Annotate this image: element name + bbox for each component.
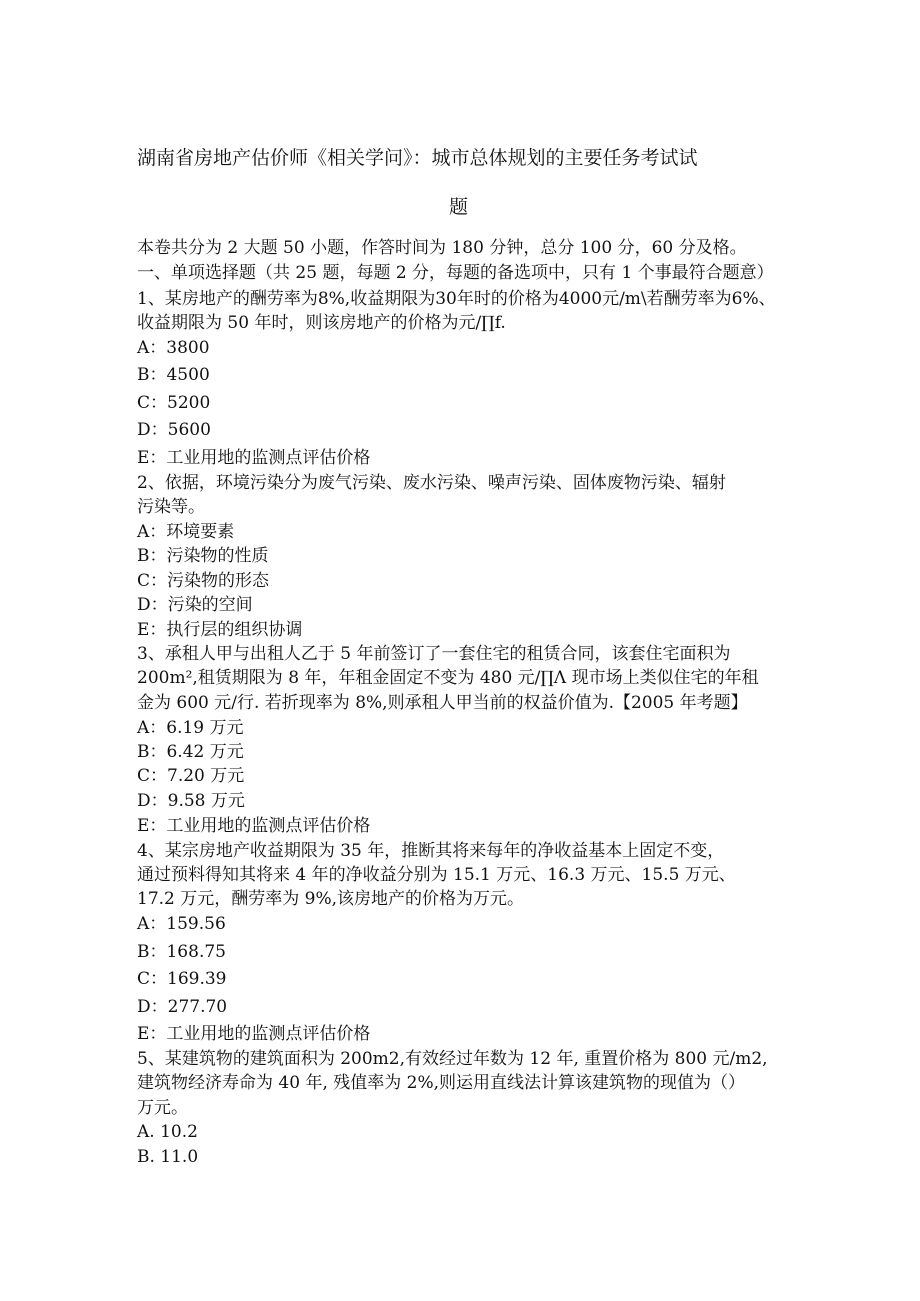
question-4-stem-line-3: 17.2 万元，酬劳率为 9%,该房地产的价格为万元。 xyxy=(137,889,525,909)
question-1-option-c: C：5200 xyxy=(137,393,211,413)
exam-intro: 本卷共分为 2 大题 50 小题，作答时间为 180 分钟，总分 100 分，60 分及格。 xyxy=(137,238,747,258)
question-2-option-c: C：污染物的形态 xyxy=(137,571,270,591)
question-4-option-b: B：168.75 xyxy=(137,942,226,962)
question-3-option-d: D：9.58 万元 xyxy=(137,791,245,811)
question-3-stem-line-3: 金为 600 元/行. 若折现率为 8%,则承租人甲当前的权益价值为.【2005 年考题】 xyxy=(137,693,748,713)
question-2-stem-line-2: 污染等。 xyxy=(137,497,205,517)
question-1-option-a: A：3800 xyxy=(137,338,210,358)
document-title-line-1: 湖南省房地产估价师《相关学问》：城市总体规划的主要任务考试试 xyxy=(137,147,698,169)
question-2-option-d: D：污染的空间 xyxy=(137,595,253,615)
question-5-stem-line-2: 建筑物经济寿命为 40 年, 残值率为 2%,则运用直线法计算该建筑物的现值为（） xyxy=(137,1073,746,1093)
question-5-stem-line-3: 万元。 xyxy=(137,1098,188,1118)
question-3-option-b: B：6.42 万元 xyxy=(137,742,244,762)
section-heading: 一、单项选择题（共 25 题，每题 2 分，每题的备选项中，只有 1 个事最符合题意） xyxy=(137,263,774,283)
question-4-option-e: E：工业用地的监测点评估价格 xyxy=(137,1024,371,1044)
question-4-option-d: D：277.70 xyxy=(137,997,228,1017)
question-2-stem-line-1: 2、依据，环境污染分为废气污染、废水污染、噪声污染、固体废物污染、辐射 xyxy=(137,473,726,493)
question-3-stem-line-1: 3、承租人甲与出租人乙于 5 年前签订了一套住宅的租赁合同，该套住宅面积为 xyxy=(137,644,731,664)
question-1-option-b: B：4500 xyxy=(137,365,210,385)
document-title-line-2: 题 xyxy=(449,196,469,218)
question-1-stem-line-1: 1、某房地产的酬劳率为8%,收益期限为30年时的价格为4000元∕m\若酬劳率为6%、 xyxy=(137,289,776,309)
question-1-stem-line-2: 收益期限为 50 年时，则该房地产的价格为元∕∏f. xyxy=(137,313,506,333)
question-1-option-d: D：5600 xyxy=(137,420,211,440)
question-3-option-a: A：6.19 万元 xyxy=(137,718,244,738)
question-3-stem-line-2: 200m²,租赁期限为 8 年，年租金固定不变为 480 元∕∏Λ 现市场上类似住宅的年租 xyxy=(137,668,759,688)
question-2-option-b: B：污染物的性质 xyxy=(137,546,269,566)
question-5-stem-line-1: 5、某建筑物的建筑面积为 200m2,有效经过年数为 12 年, 重置价格为 800 元/m2, xyxy=(137,1049,768,1069)
question-3-option-e: E：工业用地的监测点评估价格 xyxy=(137,816,371,836)
question-1-option-e: E：工业用地的监测点评估价格 xyxy=(137,448,371,468)
question-5-option-b: B. 11.0 xyxy=(137,1147,199,1167)
question-4-option-c: C：169.39 xyxy=(137,969,227,989)
question-3-option-c: C：7.20 万元 xyxy=(137,766,245,786)
question-5-option-a: A. 10.2 xyxy=(137,1122,198,1142)
question-4-option-a: A：159.56 xyxy=(137,914,226,934)
question-4-stem-line-1: 4、某宗房地产收益期限为 35 年，推断其将来每年的净收益基本上固定不变， xyxy=(137,841,725,861)
question-4-stem-line-2: 通过预料得知其将来 4 年的净收益分别为 15.1 万元、16.3 万元、15.5 万元、 xyxy=(137,865,736,885)
question-2-option-a: A：环境要素 xyxy=(137,522,235,542)
question-2-option-e: E：执行层的组织协调 xyxy=(137,620,303,640)
